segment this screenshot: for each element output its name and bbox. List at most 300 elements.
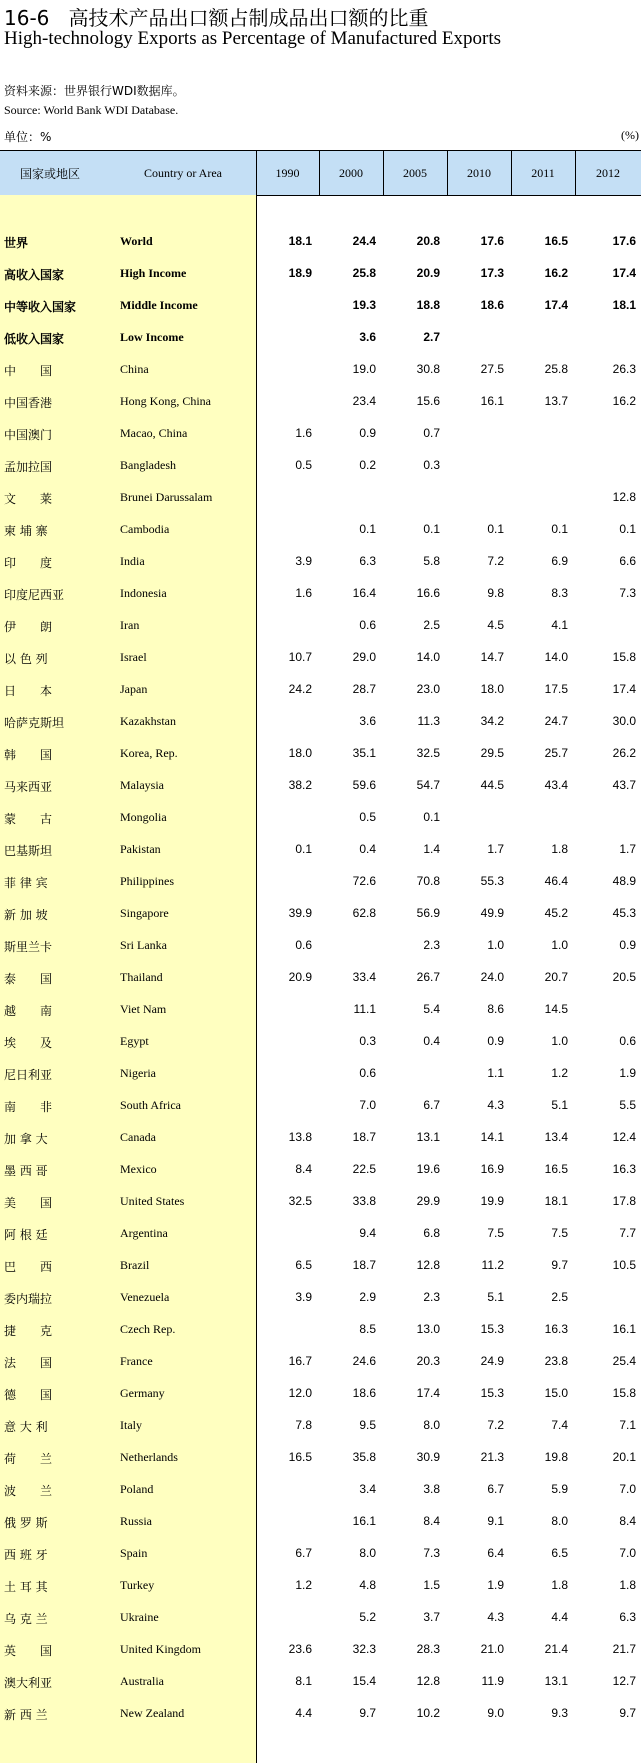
value-cell-2000: 35.8 — [352, 1450, 376, 1464]
value-cell-2010: 11.2 — [481, 1258, 504, 1272]
value-cell-2012: 7.7 — [619, 1226, 636, 1240]
country-name-cn: 加 拿 大 — [4, 1132, 48, 1146]
value-cell-2000: 7.0 — [359, 1098, 376, 1112]
country-name-en: Thailand — [120, 970, 163, 984]
country-name-cn: 低收入国家 — [4, 332, 65, 346]
value-cell-2005: 2.3 — [423, 1290, 440, 1304]
value-cell-2012: 17.6 — [612, 234, 636, 248]
value-cell-2012: 12.4 — [612, 1130, 636, 1144]
country-name-cn: 西 班 牙 — [4, 1548, 48, 1562]
value-cell-2000: 22.5 — [352, 1162, 376, 1176]
value-cell-2011: 17.5 — [544, 682, 568, 696]
country-name-en: High Income — [120, 266, 187, 280]
value-cell-2000: 19.0 — [352, 362, 376, 376]
country-name-en: Brazil — [120, 1258, 150, 1272]
country-name-en: Ukraine — [120, 1610, 159, 1624]
value-cell-1990: 3.9 — [295, 1290, 312, 1304]
value-cell-2000: 33.4 — [352, 970, 376, 984]
country-name-cn: 埃 及 — [4, 1036, 53, 1050]
value-cell-2012: 1.9 — [619, 1066, 636, 1080]
value-cell-2011: 0.1 — [551, 522, 568, 536]
value-cell-2000: 0.2 — [359, 458, 376, 472]
value-cell-2000: 0.6 — [359, 618, 376, 632]
value-cell-2010: 24.0 — [480, 970, 504, 984]
value-cell-2010: 24.9 — [480, 1354, 504, 1368]
table-row — [0, 258, 641, 290]
country-name-cn: 土 耳 其 — [4, 1580, 48, 1594]
table-row — [0, 578, 641, 610]
value-cell-2012: 0.9 — [619, 938, 636, 952]
country-name-en: Italy — [120, 1418, 142, 1432]
country-name-en: Hong Kong, China — [120, 394, 211, 408]
country-name-en: Low Income — [120, 330, 184, 344]
value-cell-2000: 19.3 — [352, 298, 376, 312]
value-cell-2012: 1.8 — [619, 1578, 636, 1592]
country-name-en: Argentina — [120, 1226, 168, 1240]
country-name-en: Sri Lanka — [120, 938, 167, 952]
value-cell-2000: 15.4 — [352, 1674, 376, 1688]
country-name-cn: 菲 律 宾 — [4, 876, 48, 890]
value-cell-2012: 0.1 — [619, 522, 636, 536]
value-cell-2000: 0.6 — [359, 1066, 376, 1080]
value-cell-2012: 16.3 — [612, 1162, 636, 1176]
value-cell-2005: 0.7 — [423, 426, 440, 440]
table-row — [0, 706, 641, 738]
value-cell-2010: 9.1 — [487, 1514, 504, 1528]
header-year-2011: 2011 — [531, 165, 555, 180]
value-cell-2011: 7.4 — [551, 1418, 568, 1432]
value-cell-2005: 0.1 — [423, 522, 440, 536]
value-cell-1990: 8.4 — [295, 1162, 312, 1176]
country-name-en: Nigeria — [120, 1066, 156, 1080]
country-name-en: Malaysia — [120, 778, 164, 792]
value-cell-2000: 72.6 — [352, 874, 376, 888]
country-name-cn: 世界 — [4, 236, 29, 250]
value-cell-2010: 7.5 — [487, 1226, 504, 1240]
value-cell-2005: 19.6 — [416, 1162, 440, 1176]
value-cell-2005: 8.0 — [423, 1418, 440, 1432]
value-cell-2000: 9.7 — [359, 1706, 376, 1720]
value-cell-2000: 23.4 — [352, 394, 376, 408]
value-cell-2012: 12.8 — [612, 490, 636, 504]
value-cell-2010: 8.6 — [487, 1002, 504, 1016]
country-name-cn: 日 本 — [4, 684, 53, 698]
value-cell-2011: 45.2 — [544, 906, 568, 920]
table-row — [0, 354, 641, 386]
country-name-en: Indonesia — [120, 586, 167, 600]
country-name-cn: 阿 根 廷 — [4, 1228, 48, 1242]
table-row — [0, 1442, 641, 1474]
value-cell-2005: 11.3 — [417, 714, 440, 728]
table-row — [0, 450, 641, 482]
country-name-en: Iran — [120, 618, 140, 632]
table-row — [0, 386, 641, 418]
country-name-en: United Kingdom — [120, 1642, 201, 1656]
value-cell-2012: 7.1 — [619, 1418, 636, 1432]
table-title-en: High-technology Exports as Percentage of Manufactured Exports — [4, 28, 502, 49]
value-cell-2005: 70.8 — [416, 874, 440, 888]
header-year-2000: 2000 — [339, 165, 363, 180]
value-cell-2000: 32.3 — [352, 1642, 376, 1656]
value-cell-2011: 4.1 — [551, 618, 568, 632]
country-name-cn: 委内瑞拉 — [4, 1292, 53, 1306]
value-cell-2000: 2.9 — [359, 1290, 376, 1304]
country-name-cn: 孟加拉国 — [4, 460, 53, 474]
value-cell-2005: 54.7 — [416, 778, 440, 792]
value-cell-2011: 16.2 — [544, 266, 568, 280]
table-row — [0, 1410, 641, 1442]
value-cell-2011: 13.4 — [544, 1130, 568, 1144]
value-cell-2011: 24.7 — [544, 714, 568, 728]
country-name-en: Turkey — [120, 1578, 155, 1592]
value-cell-2005: 20.3 — [416, 1354, 440, 1368]
value-cell-2012: 9.7 — [619, 1706, 636, 1720]
value-cell-2012: 7.0 — [619, 1546, 636, 1560]
value-cell-2011: 2.5 — [551, 1290, 568, 1304]
value-cell-2012: 8.4 — [619, 1514, 636, 1528]
value-cell-2012: 30.0 — [612, 714, 636, 728]
country-name-cn: 荷 兰 — [4, 1452, 53, 1466]
table-row — [0, 1666, 641, 1698]
header-year-1990: 1990 — [275, 165, 300, 180]
table-row — [0, 1250, 641, 1282]
value-cell-2012: 7.3 — [619, 586, 636, 600]
value-cell-2000: 3.6 — [359, 714, 376, 728]
country-name-cn: 新 加 坡 — [4, 908, 48, 922]
value-cell-2011: 5.9 — [551, 1482, 568, 1496]
country-name-en: Russia — [120, 1514, 153, 1528]
value-cell-2010: 0.9 — [487, 1034, 504, 1048]
value-cell-2011: 19.8 — [544, 1450, 568, 1464]
value-cell-2000: 18.7 — [352, 1258, 376, 1272]
table-row — [0, 1154, 641, 1186]
unit-label: 单位：% — [4, 130, 52, 144]
country-name-en: Germany — [120, 1386, 165, 1400]
value-cell-2005: 30.8 — [416, 362, 440, 376]
value-cell-2010: 9.0 — [487, 1706, 504, 1720]
table-row — [0, 1090, 641, 1122]
country-name-cn: 韩 国 — [4, 748, 53, 762]
country-name-en: Netherlands — [120, 1450, 178, 1464]
table-row — [0, 1026, 641, 1058]
value-cell-2011: 17.4 — [544, 298, 568, 312]
country-name-cn: 巴 西 — [4, 1260, 53, 1274]
value-cell-2011: 16.5 — [544, 234, 568, 248]
country-name-en: Egypt — [120, 1034, 149, 1048]
value-cell-2000: 0.5 — [359, 810, 376, 824]
value-cell-2011: 1.8 — [551, 842, 568, 856]
value-cell-2005: 5.4 — [423, 1002, 440, 1016]
value-cell-2000: 24.6 — [352, 1354, 376, 1368]
value-cell-1990: 6.5 — [295, 1258, 312, 1272]
value-cell-2011: 13.7 — [544, 394, 568, 408]
value-cell-1990: 12.0 — [288, 1386, 312, 1400]
country-name-cn: 印 度 — [4, 556, 53, 570]
value-cell-2000: 29.0 — [352, 650, 376, 664]
value-cell-2010: 6.4 — [487, 1546, 504, 1560]
value-cell-1990: 4.4 — [295, 1706, 312, 1720]
header-country-cn: 国家或地区 — [19, 166, 80, 181]
value-cell-2011: 5.1 — [551, 1098, 568, 1112]
value-cell-2000: 0.4 — [359, 842, 376, 856]
table-header — [0, 150, 641, 196]
value-cell-2010: 7.2 — [487, 554, 504, 568]
value-cell-2005: 26.7 — [416, 970, 440, 984]
table-row — [0, 1346, 641, 1378]
country-name-cn: 俄 罗 斯 — [4, 1516, 48, 1530]
value-cell-2000: 3.6 — [359, 330, 376, 344]
value-cell-2010: 14.1 — [480, 1130, 504, 1144]
country-name-en: Bangladesh — [120, 458, 176, 472]
table-row — [0, 1122, 641, 1154]
table-row — [0, 546, 641, 578]
table-row — [0, 418, 641, 450]
value-cell-2005: 6.7 — [423, 1098, 440, 1112]
value-cell-2000: 18.7 — [352, 1130, 376, 1144]
value-cell-2010: 29.5 — [480, 746, 504, 760]
value-cell-2010: 4.5 — [487, 618, 504, 632]
value-cell-2005: 13.0 — [416, 1322, 440, 1336]
table-row — [0, 1058, 641, 1090]
value-cell-2011: 4.4 — [551, 1610, 568, 1624]
value-cell-2010: 34.2 — [480, 714, 504, 728]
value-cell-2000: 33.8 — [352, 1194, 376, 1208]
value-cell-2005: 3.7 — [423, 1610, 440, 1624]
country-name-en: World — [120, 234, 153, 248]
table-row — [0, 738, 641, 770]
value-cell-2005: 8.4 — [423, 1514, 440, 1528]
table-row — [0, 1538, 641, 1570]
value-cell-2011: 8.3 — [551, 586, 568, 600]
country-name-en: Venezuela — [120, 1290, 170, 1304]
country-name-en: Mongolia — [120, 810, 167, 824]
value-cell-1990: 0.1 — [295, 842, 312, 856]
value-cell-2010: 5.1 — [487, 1290, 504, 1304]
table-row — [0, 1506, 641, 1538]
value-cell-2000: 18.6 — [352, 1386, 376, 1400]
value-cell-2012: 45.3 — [612, 906, 636, 920]
value-cell-1990: 24.2 — [288, 682, 312, 696]
table-row — [0, 610, 641, 642]
value-cell-1990: 39.9 — [288, 906, 312, 920]
country-name-en: Canada — [120, 1130, 156, 1144]
value-cell-1990: 0.6 — [295, 938, 312, 952]
value-cell-2011: 1.0 — [551, 938, 568, 952]
value-cell-2010: 14.7 — [480, 650, 504, 664]
value-cell-2005: 17.4 — [416, 1386, 440, 1400]
value-cell-2000: 3.4 — [359, 1482, 376, 1496]
country-name-cn: 法 国 — [4, 1356, 53, 1370]
value-cell-2010: 16.1 — [480, 394, 504, 408]
value-cell-2010: 15.3 — [480, 1386, 504, 1400]
value-cell-2000: 9.5 — [359, 1418, 376, 1432]
country-name-en: India — [120, 554, 145, 568]
value-cell-2005: 7.3 — [423, 1546, 440, 1560]
value-cell-2005: 12.8 — [416, 1258, 440, 1272]
value-cell-2011: 6.5 — [551, 1546, 568, 1560]
country-name-cn: 德 国 — [4, 1388, 53, 1402]
value-cell-2005: 0.1 — [423, 810, 440, 824]
table-row — [0, 834, 641, 866]
value-cell-2012: 20.5 — [612, 970, 636, 984]
value-cell-1990: 20.9 — [288, 970, 312, 984]
value-cell-2011: 25.7 — [544, 746, 568, 760]
country-name-cn: 英 国 — [4, 1644, 53, 1658]
value-cell-2005: 6.8 — [423, 1226, 440, 1240]
table-row — [0, 1218, 641, 1250]
value-cell-2012: 17.8 — [612, 1194, 636, 1208]
value-cell-2012: 17.4 — [612, 682, 636, 696]
value-cell-2012: 16.1 — [612, 1322, 636, 1336]
value-cell-2005: 32.5 — [416, 746, 440, 760]
value-cell-2011: 9.7 — [551, 1258, 568, 1272]
country-name-cn: 中 国 — [4, 364, 53, 378]
country-name-cn: 巴基斯坦 — [4, 844, 53, 858]
country-name-en: China — [120, 362, 149, 376]
table-row — [0, 642, 641, 674]
value-cell-2005: 12.8 — [416, 1674, 440, 1688]
value-cell-2012: 1.7 — [619, 842, 636, 856]
country-name-cn: 印度尼西亚 — [4, 588, 65, 602]
value-cell-2000: 5.2 — [359, 1610, 376, 1624]
country-name-cn: 文 莱 — [4, 492, 53, 506]
value-cell-2012: 6.6 — [619, 554, 636, 568]
value-cell-2010: 9.8 — [487, 586, 504, 600]
value-cell-2012: 7.0 — [619, 1482, 636, 1496]
country-name-cn: 高收入国家 — [4, 268, 65, 282]
value-cell-2005: 15.6 — [416, 394, 440, 408]
country-name-en: Australia — [120, 1674, 164, 1688]
value-cell-2011: 8.0 — [551, 1514, 568, 1528]
table-row — [0, 1186, 641, 1218]
value-cell-2011: 7.5 — [551, 1226, 568, 1240]
value-cell-2005: 16.6 — [416, 586, 440, 600]
value-cell-2005: 20.9 — [416, 266, 440, 280]
country-name-cn: 乌 克 兰 — [4, 1612, 48, 1626]
value-cell-2010: 15.3 — [480, 1322, 504, 1336]
value-cell-1990: 16.7 — [288, 1354, 312, 1368]
country-name-cn: 哈萨克斯坦 — [4, 716, 65, 730]
country-name-en: Philippines — [120, 874, 175, 888]
unit-label-right: (%) — [621, 128, 639, 142]
table-row — [0, 770, 641, 802]
value-cell-2011: 16.3 — [544, 1322, 568, 1336]
value-cell-2011: 13.1 — [544, 1674, 568, 1688]
value-cell-2010: 17.6 — [480, 234, 504, 248]
value-cell-2010: 49.9 — [480, 906, 504, 920]
table-row — [0, 674, 641, 706]
table-row — [0, 1378, 641, 1410]
value-cell-2010: 11.9 — [481, 1674, 504, 1688]
value-cell-2000: 24.4 — [352, 234, 376, 248]
table-row — [0, 1698, 641, 1730]
value-cell-2005: 5.8 — [423, 554, 440, 568]
header-year-2010: 2010 — [467, 165, 491, 180]
value-cell-1990: 18.1 — [288, 234, 312, 248]
value-cell-2005: 0.4 — [423, 1034, 440, 1048]
header-country-en: Country or Area — [144, 165, 222, 180]
value-cell-2005: 28.3 — [416, 1642, 440, 1656]
value-cell-1990: 18.0 — [288, 746, 312, 760]
value-cell-1990: 6.7 — [295, 1546, 312, 1560]
value-cell-2010: 4.3 — [487, 1610, 504, 1624]
table-row — [0, 898, 641, 930]
value-cell-2000: 8.0 — [359, 1546, 376, 1560]
table-row — [0, 866, 641, 898]
country-name-cn: 中国香港 — [4, 396, 53, 410]
value-cell-1990: 16.5 — [288, 1450, 312, 1464]
value-cell-1990: 3.9 — [295, 554, 312, 568]
table-row — [0, 322, 641, 354]
value-cell-2005: 2.7 — [423, 330, 440, 344]
value-cell-2010: 16.9 — [480, 1162, 504, 1176]
country-name-en: Kazakhstan — [120, 714, 176, 728]
value-cell-2011: 21.4 — [544, 1642, 568, 1656]
value-cell-2010: 0.1 — [487, 522, 504, 536]
value-cell-2012: 43.7 — [612, 778, 636, 792]
value-cell-2012: 16.2 — [612, 394, 636, 408]
value-cell-2000: 0.9 — [359, 426, 376, 440]
table-row — [0, 1282, 641, 1314]
country-name-cn: 波 兰 — [4, 1484, 53, 1498]
value-cell-2000: 0.1 — [359, 522, 376, 536]
table-row — [0, 1570, 641, 1602]
value-cell-2010: 1.9 — [487, 1578, 504, 1592]
country-name-en: Israel — [120, 650, 147, 664]
value-cell-2010: 1.1 — [487, 1066, 504, 1080]
country-name-cn: 尼日利亚 — [4, 1068, 53, 1082]
value-cell-2011: 1.2 — [551, 1066, 568, 1080]
value-cell-2012: 20.1 — [612, 1450, 636, 1464]
table-row — [0, 930, 641, 962]
country-name-cn: 澳大利亚 — [4, 1676, 53, 1690]
value-cell-2011: 20.7 — [544, 970, 568, 984]
value-cell-2011: 6.9 — [551, 554, 568, 568]
table-row — [0, 962, 641, 994]
value-cell-2011: 46.4 — [544, 874, 568, 888]
value-cell-2012: 25.4 — [612, 1354, 636, 1368]
value-cell-1990: 18.9 — [288, 266, 312, 280]
table-row — [0, 802, 641, 834]
value-cell-2000: 25.8 — [352, 266, 376, 280]
country-name-cn: 马来西亚 — [4, 780, 53, 794]
title-cn-text: 高技术产品出口额占制成品出口额的比重 — [68, 6, 429, 30]
table-row — [0, 1602, 641, 1634]
value-cell-1990: 1.6 — [295, 426, 312, 440]
country-name-cn: 伊 朗 — [4, 620, 53, 634]
value-cell-2012: 5.5 — [619, 1098, 636, 1112]
country-name-en: New Zealand — [120, 1706, 185, 1720]
table-title-cn — [4, 2, 428, 31]
value-cell-1990: 1.2 — [295, 1578, 312, 1592]
country-name-cn: 美 国 — [4, 1196, 53, 1210]
value-cell-1990: 32.5 — [288, 1194, 312, 1208]
value-cell-2010: 18.6 — [480, 298, 504, 312]
value-cell-2012: 21.7 — [612, 1642, 636, 1656]
value-cell-2005: 1.4 — [423, 842, 440, 856]
value-cell-2012: 18.1 — [612, 298, 636, 312]
country-name-cn: 墨 西 哥 — [4, 1164, 48, 1178]
value-cell-1990: 8.1 — [295, 1674, 312, 1688]
source-note-en: Source: World Bank WDI Database. — [4, 103, 179, 117]
country-name-en: Korea, Rep. — [120, 746, 178, 760]
value-cell-2000: 11.1 — [353, 1002, 376, 1016]
value-cell-2005: 0.3 — [423, 458, 440, 472]
value-cell-2012: 26.3 — [612, 362, 636, 376]
value-cell-2000: 59.6 — [352, 778, 376, 792]
value-cell-2005: 13.1 — [416, 1130, 440, 1144]
value-cell-2010: 21.3 — [480, 1450, 504, 1464]
